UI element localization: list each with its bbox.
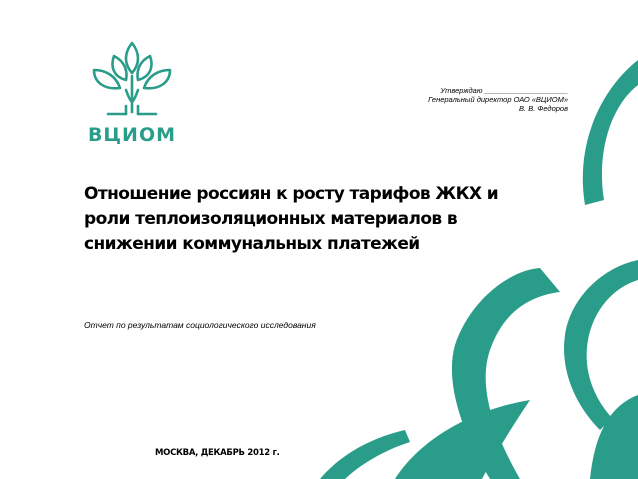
approval-line-position: Генеральный директор ОАО «ВЦИОМ» (428, 95, 568, 104)
report-subtitle: Отчет по результатам социологического исследования (84, 320, 316, 330)
tree-logo-icon (86, 40, 178, 128)
report-title-line-3: снижении коммунальных платежей (84, 234, 420, 254)
report-title-line-1: Отношение россиян к росту тарифов ЖКХ и (84, 184, 499, 204)
decorative-arc-bottom-left (320, 430, 410, 479)
approval-block (428, 86, 568, 113)
approval-line-name: В. В. Федоров (519, 104, 568, 113)
report-title-line-2: роли теплоизоляционных материалов в (84, 209, 458, 229)
decorative-arc-top (583, 60, 638, 205)
place-and-date: МОСКВА, ДЕКАБРЬ 2012 г. (155, 448, 280, 458)
logo-wordmark: ВЦИОМ (87, 124, 177, 146)
report-title (84, 182, 524, 257)
vciom-logo (86, 40, 178, 150)
approval-line-approved: Утверждаю ____________________ (440, 86, 568, 95)
